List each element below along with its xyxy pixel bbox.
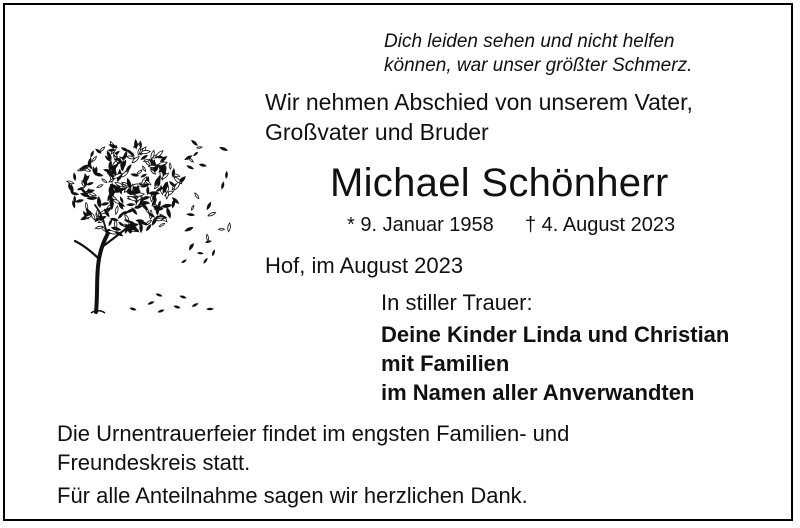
leaf-shape [197,146,202,148]
leaf-shape [142,166,147,172]
leaf-shape [115,206,119,215]
leaf-shape [187,213,195,216]
leaf-shape [143,158,150,162]
leaf-shape [73,173,76,180]
leaf-shape [99,146,105,152]
leaf-shape [225,172,228,179]
leaf-shape [169,163,172,170]
leaf-shape [91,156,97,163]
leaf-shape [174,305,180,308]
birth-date: * 9. Januar 1958 [347,214,494,236]
leaf-shape [206,234,209,241]
leaf-shape [192,303,198,307]
leaf-shape [148,301,154,305]
deceased-name: Michael Schönherr [330,161,669,205]
ceremony-line-2: Freundeskreis statt. [57,450,251,475]
leaf-shape [68,183,71,189]
leaf-shape [136,169,143,175]
leaf-shape [149,192,160,195]
leaf-shape [218,228,224,230]
leaf-shape [134,205,142,209]
leaf-shape [121,211,129,215]
leaf-shape [221,182,225,189]
leaf-shape [193,152,198,157]
leaf-shape [150,195,152,202]
leaf-shape [166,207,172,218]
leaf-shape [108,219,112,226]
leaf-shape [180,295,186,298]
leaf-shape [199,163,206,166]
leaf-shape [227,223,231,232]
leaf-shape [127,203,134,206]
leaf-shape [90,151,94,158]
thanks-line: Für alle Anteilnahme sagen wir herzlichen Dank. [57,483,528,508]
leaf-shape [207,211,216,217]
leaf-shape [101,202,109,206]
obituary-notice [3,3,793,521]
leaf-shape [206,202,212,210]
leaf-shape [158,161,168,166]
mourners-line-3: im Namen aller Anverwandten [381,380,695,405]
leaf-shape [71,192,78,196]
mourning-label: In stiller Trauer: [381,290,533,315]
leaf-shape [198,252,203,254]
leaf-shape [191,205,195,211]
leaf-shape [187,165,194,170]
place-date: Hof, im August 2023 [265,253,464,278]
leaf-shape [181,259,186,263]
leaf-shape [75,199,83,203]
death-date: † 4. August 2023 [525,214,676,236]
leaf-shape [156,293,162,297]
leaf-shape [96,209,98,216]
leaf-shape [96,184,103,188]
leaf-shape [157,156,164,158]
leaf-shape [92,167,95,174]
mourners-line-1: Deine Kinder Linda und Christian [381,322,730,347]
leaf-shape [85,202,88,210]
ceremony-line-1: Die Urnentrauerfeier findet im engsten Familien- und [57,421,570,446]
quote-line-1: Dich leiden sehen und nicht helfen [384,31,675,52]
leaf-shape [148,165,156,168]
quote-line-2: können, war unser größter Schmerz. [384,55,693,76]
leaf-shape [191,140,198,147]
leaf-shape [205,240,211,243]
leaf-shape [212,250,215,256]
leaf-shape [97,197,100,206]
windswept-tree-icon [55,127,240,322]
leaf-shape [156,206,159,215]
leaf-shape [207,308,213,310]
leaf-shape [74,196,76,203]
mourners-line-2: mit Familien [381,351,510,376]
leaf-shape [219,146,227,151]
leaf-shape [185,226,194,232]
leaf-shape [159,223,165,228]
leaf-shape [130,307,136,310]
leaf-shape [158,309,164,313]
leaf-shape [101,178,107,183]
leaf-shape [156,176,161,186]
intro-line-1: Wir nehmen Abschied von unserem Vater, [265,89,693,115]
leaf-shape [67,180,75,185]
intro-line-2: Großvater und Bruder [265,119,489,145]
leaf-shape [139,141,142,148]
leaf-shape [140,223,143,232]
leaf-shape [194,192,200,199]
leaf-shape [86,182,93,186]
leaf-shape [203,258,208,264]
